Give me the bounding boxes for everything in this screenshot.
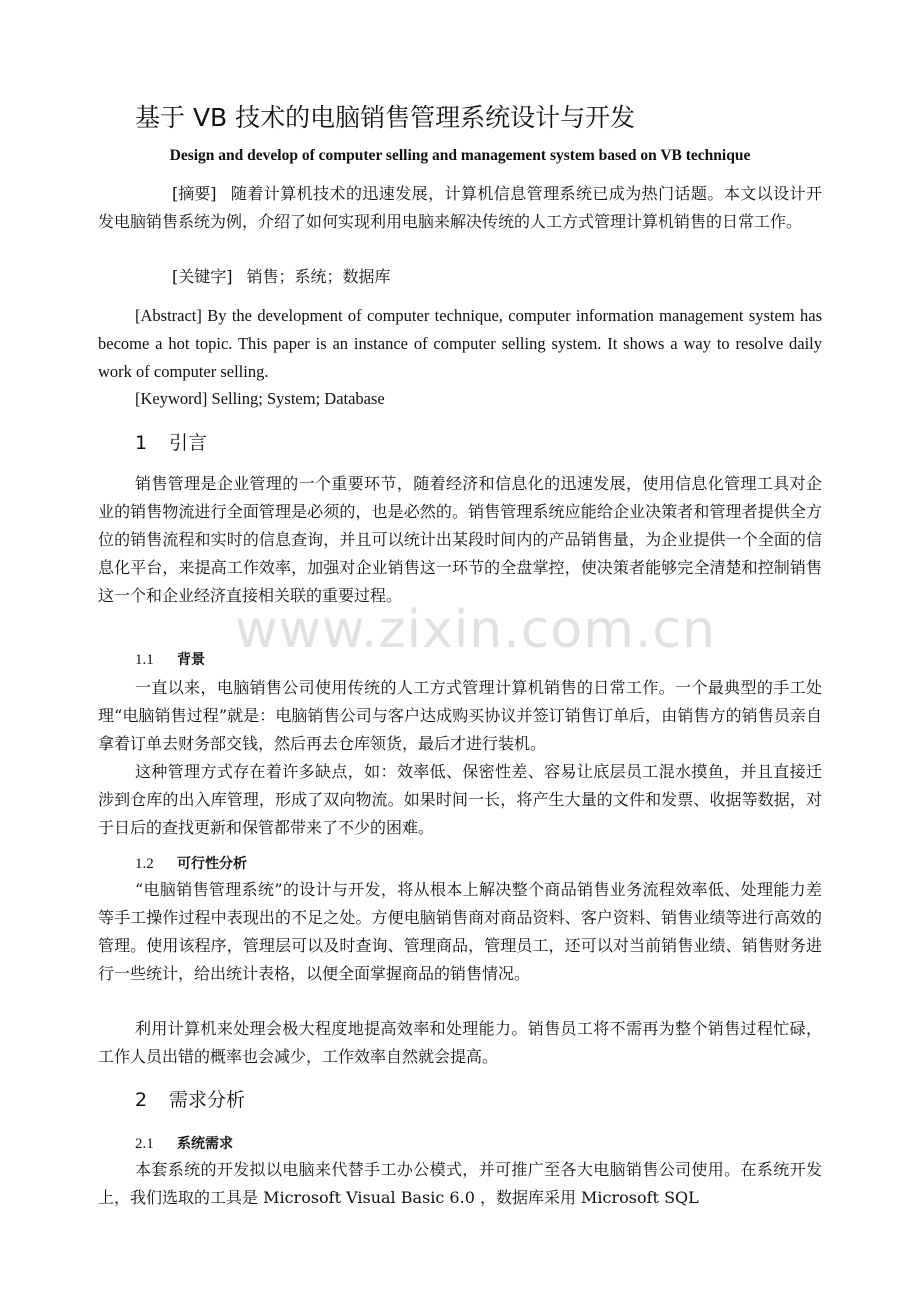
section-1-2-paragraph-2: 利用计算机来处理会极大程度地提高效率和处理能力。销售员工将不需再为整个销售过程忙碌，工作人员出错的概率也会减少，工作效率自然就会提高。 [98, 1019, 822, 1066]
section-1-1-paragraph-1: 一直以来，电脑销售公司使用传统的人工方式管理计算机销售的日常工作。一个最典型的手工处理“电脑销售过程”就是：电脑销售公司与客户达成购买协议并签订销售订单后，由销售方的销售员亲自拿着订单去财务部交钱，然后再去仓库领货，最后才进行装机。 [98, 678, 822, 753]
keywords-chinese [98, 263, 822, 291]
subsection-2-1-heading [135, 1133, 233, 1153]
subsection-number: 2.1 [135, 1136, 154, 1152]
section-1-paragraph: 销售管理是企业管理的一个重要环节，随着经济和信息化的迅速发展，使用信息化管理工具对企业的销售物流进行全面管理是必须的，也是必然的。销售管理系统应能给企业决策者和管理者提供全方位的销售流程和实时的信息查询，并且可以统计出某段时间内的产品销售量，为企业提供一个全面的信息化平台，来提高工作效率，加强对企业销售这一环节的全盘掌控，使决策者能够完全清楚和控制销售这一个和企业经济直接相关联的重要过程。 [98, 474, 822, 605]
paper-title-english: Design and develop of computer selling and management system based on VB technique [169, 147, 751, 164]
abstract-label: [摘要] [172, 184, 217, 203]
watermark: www.zixin.com.cn [235, 600, 716, 660]
subsection-title: 可行性分析 [177, 856, 247, 872]
section-1-heading [135, 428, 207, 455]
abstract-text: 随着计算机技术的迅速发展，计算机信息管理系统已成为热门话题。本文以设计开发电脑销售系统为例，介绍了如何实现利用电脑来解决传统的人工方式管理计算机销售的日常工作。 [98, 184, 822, 231]
keywords-english: [Keyword] Selling; System; Database [135, 389, 385, 408]
section-2-1-paragraph: 本套系统的开发拟以电脑来代替手工办公模式，并可推广至各大电脑销售公司使用。在系统开发上，我们选取的工具是 Microsoft Visual Basic 6.0 ，数据库采用 Microsoft SQL [98, 1160, 822, 1207]
subsection-number: 1.2 [135, 856, 154, 872]
section-title: 需求分析 [169, 1089, 246, 1111]
subsection-title: 背景 [177, 652, 205, 668]
paper-title: 基于 VB 技术的电脑销售管理系统设计与开发 [135, 103, 636, 132]
abstract-chinese [98, 180, 822, 236]
subsection-title: 系统需求 [177, 1136, 233, 1152]
subsection-number: 1.1 [135, 652, 154, 668]
abstract-english: [Abstract] By the development of computer technique, computer information management system has become a hot topic. This paper is an instance of computer selling system. It shows a way to resolve daily work of computer selling. [98, 306, 822, 381]
section-title: 引言 [169, 432, 208, 454]
section-number: 1 [135, 432, 148, 454]
section-1-1-paragraph-2: 这种管理方式存在着许多缺点，如：效率低、保密性差、容易让底层员工混水摸鱼，并且直接迁涉到仓库的出入库管理，形成了双向物流。如果时间一长，将产生大量的文件和发票、收据等数据，对于日后的查找更新和保管都带来了不少的困难。 [98, 762, 822, 837]
subsection-1-1-heading [135, 649, 205, 669]
section-1-2-paragraph-1: “电脑销售管理系统”的设计与开发，将从根本上解决整个商品销售业务流程效率低、处理能力差等手工操作过程中表现出的不足之处。方便电脑销售商对商品资料、客户资料、销售业绩等进行高效的管理。使用该程序，管理层可以及时查询、管理商品，管理员工，还可以对当前销售业绩、销售财务进行一些统计，给出统计表格，以便全面掌握商品的销售情况。 [98, 880, 822, 983]
section-number: 2 [135, 1089, 148, 1111]
keywords-label: [关键字] [172, 267, 233, 286]
keywords-text: 销售；系统；数据库 [246, 267, 391, 286]
section-2-heading [135, 1085, 245, 1112]
subsection-1-2-heading [135, 853, 247, 873]
